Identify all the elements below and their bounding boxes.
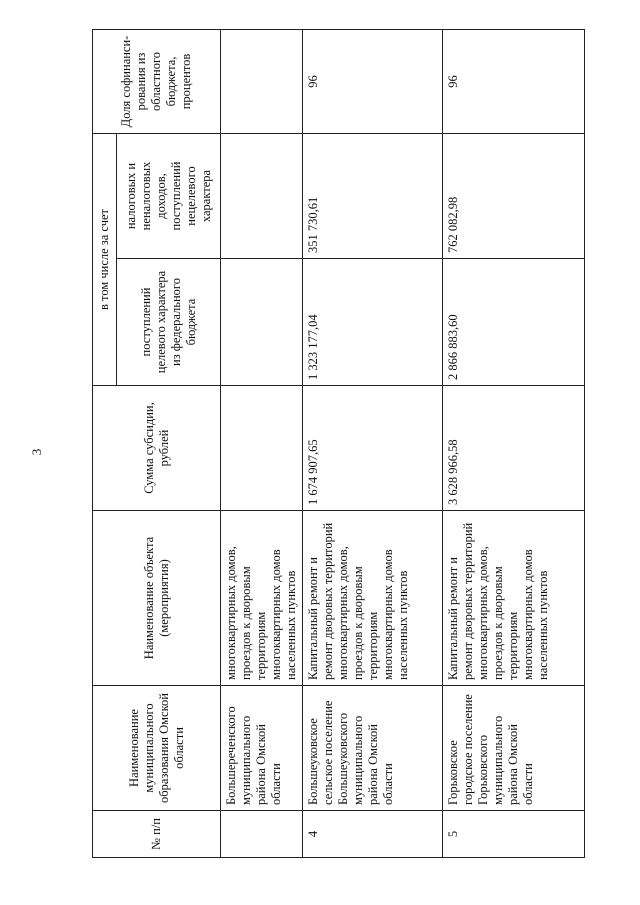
cell-federal: 1 323 177,04: [303, 259, 443, 386]
header-sum: Сумма субсидии, рублей: [93, 386, 221, 511]
subsidy-table-container: [92, 30, 584, 858]
header-group: в том числе за счет: [93, 133, 117, 385]
cell-object: Капитальный ремонт и ремонт дворовых территорий многоквартирных домов, проездов к дворовым территориям многоквартирных домов населенных пунктов: [303, 511, 443, 686]
page-number: 3: [29, 448, 44, 456]
header-share: Доля софинанси-рования из областного бюджета, процентов: [93, 29, 221, 133]
cell-sum: 3 628 966,58: [443, 386, 585, 511]
cell-tax: [221, 133, 303, 258]
cell-share: 96: [443, 29, 585, 133]
cell-sum: 1 674 907,65: [303, 386, 443, 511]
header-no: № п/п: [93, 811, 221, 858]
cell-object: Капитальный ремонт и ремонт дворовых территорий многоквартирных домов, проездов к дворовым территориям многоквартирных домов населенных пунктов: [443, 511, 585, 686]
cell-municipality: Горьковское городское поселение Горьковского муниципального района Омской области: [443, 686, 585, 811]
cell-municipality: Большереченского муниципального района Омской области: [221, 686, 303, 811]
cell-object: многоквартирных домов, проездов к дворовым территориям многоквартирных домов населенных пунктов: [221, 511, 303, 686]
header-object: Наименование объекта (мероприятия): [93, 511, 221, 686]
table-header-row: [93, 29, 117, 857]
cell-tax: 762 082,98: [443, 133, 585, 258]
cell-no: [221, 811, 303, 858]
cell-sum: [221, 386, 303, 511]
cell-no: 4: [303, 811, 443, 858]
table-row: [303, 29, 443, 857]
cell-federal: 2 866 883,60: [443, 259, 585, 386]
cell-no: 5: [443, 811, 585, 858]
cell-share: 96: [303, 29, 443, 133]
table-row: [221, 29, 303, 857]
header-federal: поступлений целевого характера из федерального бюджета: [117, 259, 221, 386]
subsidy-table: [92, 29, 585, 858]
header-municipality: Наименование муниципального образования Омской области: [93, 686, 221, 811]
cell-municipality: Большеуковское сельское поселение Большеуковского муниципального района Омской области: [303, 686, 443, 811]
table-row: [443, 29, 585, 857]
cell-share: [221, 29, 303, 133]
header-tax: налоговых и неналоговых доходов, поступлений нецелевого характера: [117, 133, 221, 258]
cell-federal: [221, 259, 303, 386]
cell-tax: 351 730,61: [303, 133, 443, 258]
